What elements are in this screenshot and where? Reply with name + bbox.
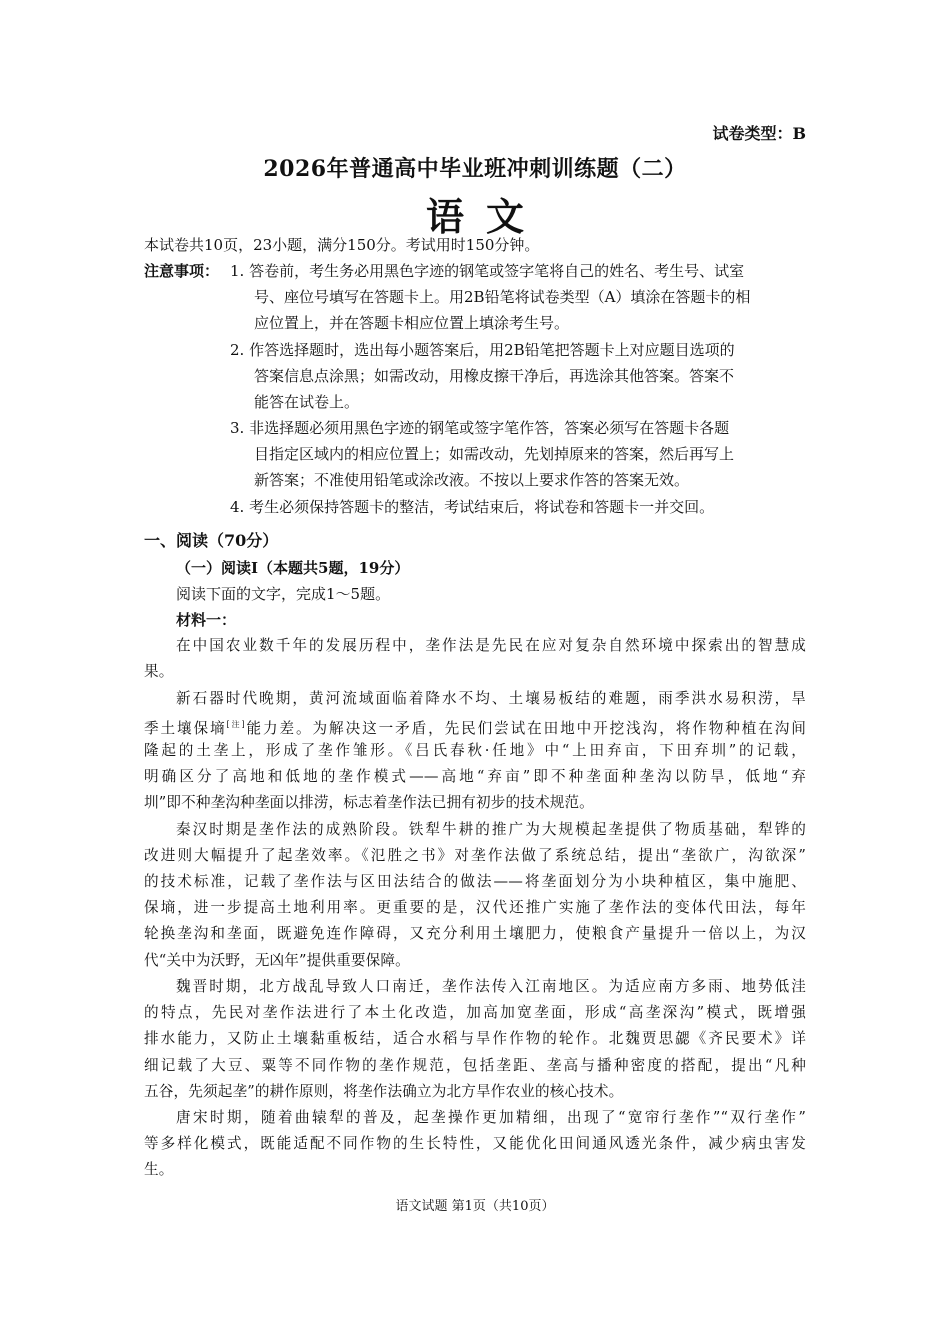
- notice-line: 应位置上，并在答题卡相应位置上填涂考生号。: [254, 314, 570, 332]
- notice-line: 3. 非选择题必须用黑色字迹的钢笔或签字笔作答，答案必须写在答题卡各题: [230, 419, 730, 437]
- passage-line: 魏晋时期，北方战乱导致人口南迁，垄作法传入江南地区。为适应南方多雨、地势低洼: [176, 978, 806, 995]
- passage-line: 在中国农业数千年的发展历程中，垄作法是先民在应对复杂自然环境中探索出的智慧成: [176, 637, 806, 654]
- notice-line: 新答案；不准使用铅笔或涂改液。不按以上要求作答的答案无效。: [254, 471, 690, 489]
- passage-line: 的特点，先民对垄作法进行了本土化改造，加高加宽垄面，形成“高垄深沟”模式，既增强: [144, 1004, 806, 1021]
- notice-line: 1. 答卷前，考生务必用黑色字迹的钢笔或签字笔将自己的姓名、考生号、试室: [230, 262, 745, 280]
- notice-line: 目指定区域内的相应位置上；如需改动，先划掉原来的答案，然后再写上: [254, 445, 735, 463]
- page-footer: 语文试题 第1页（共10页）: [395, 1199, 555, 1214]
- material-label: 材料一：: [176, 611, 237, 629]
- passage-line: 等多样化模式，既能适配不同作物的生长特性，又能优化田间通风透光条件，减少病虫害发: [144, 1135, 806, 1152]
- passage-line: 秦汉时期是垄作法的成熟阶段。铁犁牛耕的推广为大规模起垄提供了物质基础，犁铧的: [176, 821, 806, 838]
- subject-title: 语文: [425, 194, 546, 239]
- passage-line: 圳”即不种垄沟种垄面以排涝，标志着垄作法已拥有初步的技术规范。: [144, 794, 594, 811]
- passage-line: 保墒，进一步提高土地利用率。更重要的是，汉代还推广实施了垄作法的变体代田法，每年: [144, 899, 806, 916]
- passage-line: 季土壤保墒[注]能力差。为解决这一矛盾，先民们尝试在田地中开挖浅沟，将作物种植在沟间: [144, 719, 806, 737]
- passage-line: 唐宋时期，随着曲辕犁的普及，起垄操作更加精细，出现了“宽帘行垄作”“双行垄作”: [176, 1109, 806, 1126]
- notice-line: 号、座位号填写在答题卡上。用2B铅笔将试卷类型（A）填涂在答题卡的相: [254, 288, 751, 306]
- passage-line: 隆起的土垄上，形成了垄作雏形。《吕氏春秋·任地》中“上田弃亩，下田弃圳”的记载，: [144, 742, 806, 759]
- notice-line: 答案信息点涂黑；如需改动，用橡皮擦干净后，再选涂其他答案。答案不: [254, 367, 735, 385]
- sub-section-heading: （一）阅读Ⅰ（本题共5题，19分）: [176, 559, 410, 577]
- notice-line: 2. 作答选择题时，选出每小题答案后，用2B铅笔把答题卡上对应题目选项的: [230, 341, 735, 359]
- exam-title: 2026年普通高中毕业班冲刺训练题（二）: [263, 156, 687, 182]
- passage-line: 排水能力，又防止土壤黏重板结，适合水稻与旱作作物的轮作。北魏贾思勰《齐民要术》详: [144, 1030, 806, 1047]
- passage-line: 轮换垄沟和垄面，既避免连作障碍，又充分利用土壤肥力，使粮食产量提升一倍以上，为汉: [144, 925, 806, 942]
- notice-line: 4. 考生必须保持答题卡的整洁，考试结束后，将试卷和答题卡一并交回。: [230, 498, 715, 516]
- passage-line: 代“关中为沃野，无凶年”提供重要保障。: [144, 952, 410, 969]
- exam-intro: 本试卷共10页，23小题，满分150分。考试用时150分钟。: [144, 236, 540, 254]
- notice-line: 能答在试卷上。: [254, 393, 360, 411]
- passage-line: 果。: [144, 663, 174, 680]
- passage-line: 新石器时代晚期，黄河流域面临着降水不均、土壤易板结的难题，雨季洪水易积涝，旱: [176, 690, 806, 707]
- passage-line: 明确区分了高地和低地的垄作模式——高地“弃亩”即不种垄面种垄沟以防旱，低地“弃: [144, 768, 806, 785]
- reading-instruction: 阅读下面的文字，完成1～5题。: [176, 585, 391, 603]
- passage-line: 改进则大幅提升了起垄效率。《氾胜之书》对垄作法做了系统总结，提出“垄欲广，沟欲深”: [144, 847, 806, 864]
- passage-line: 的技术标准，记载了垄作法与区田法结合的做法——将垄面划分为小块种植区，集中施肥、: [144, 873, 806, 890]
- notice-label: 注意事项：: [144, 262, 220, 280]
- passage-line: 细记载了大豆、粟等不同作物的垄作规范，包括垄距、垄高与播种密度的搭配，提出“凡种: [144, 1057, 806, 1074]
- section-heading: 一、阅读（70分）: [144, 531, 279, 550]
- paper-type-label: 试卷类型：B: [712, 124, 806, 143]
- passage-line: 五谷，先须起垄”的耕作原则，将垄作法确立为北方旱作农业的核心技术。: [144, 1083, 624, 1100]
- passage-line: 生。: [144, 1161, 174, 1178]
- footnote-mark: [注]: [226, 720, 245, 729]
